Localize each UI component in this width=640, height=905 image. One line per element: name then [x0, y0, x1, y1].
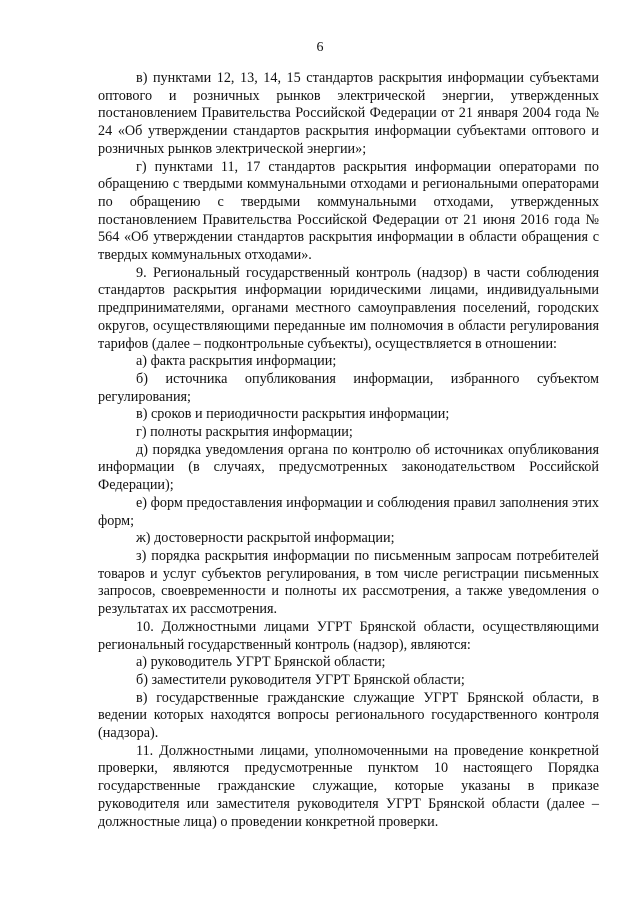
list-item-10a: а) руководитель УГРТ Брянской области; [136, 654, 386, 671]
list-item-10v: в) государственные гражданские служащие УГРТ Брянской области, в ведении которых находятся вопросы регионального государственного контроля (надзора). [98, 689, 599, 742]
document-body [98, 70, 599, 831]
list-item-9g: г) полноты раскрытия информации; [136, 424, 353, 441]
list-item-9v: в) сроков и периодичности раскрытия информации; [136, 406, 450, 423]
list-item-9d: д) порядка уведомления органа по контролю об источниках опубликования информации (в случаях, предусмотренных законодательством Российской Федерации); [98, 441, 599, 494]
paragraph-9: 9. Региональный государственный контроль (надзор) в части соблюдения стандартов раскрытия информации юридическими лицами, индивидуальными предпринимателями, органами местного самоуправления поселений, городских округов, осуществляющими переданные им полномочия в области регулирования тарифов (далее – подконтрольные субъекты), осуществляется в отношении: [98, 264, 599, 352]
list-item-9e: е) форм предоставления информации и соблюдения правил заполнения этих форм; [98, 494, 599, 529]
list-item-9a: а) факта раскрытия информации; [136, 353, 337, 370]
list-item-9z: з) порядка раскрытия информации по письменным запросам потребителей товаров и услуг субъектов регулирования, в том числе регистрации письменных запросов, своевременности и полноты их рассмотрения, а также уведомления о результатах их рассмотрения. [98, 547, 599, 618]
list-item-9zh: ж) достоверности раскрытой информации; [136, 530, 395, 547]
paragraph-11: 11. Должностными лицами, уполномоченными на проведение конкретной проверки, являются предусмотренные пунктом 10 настоящего Порядка государственные гражданские служащие, которые указаны в приказе руководителя или заместителя руководителя УГРТ Брянской области (далее – должностные лица) о проведении конкретной проверки. [98, 742, 599, 830]
paragraph-10: 10. Должностными лицами УГРТ Брянской области, осуществляющими региональный государственный контроль (надзор), являются: [98, 618, 599, 653]
paragraph-8g: г) пунктами 11, 17 стандартов раскрытия информации операторами по обращению с твердыми коммунальными отходами и региональными операторами по обращению с твердыми коммунальными отходами, утвержденных постановлением Правительства Российской Федерации от 21 июня 2016 года № 564 «Об утверждении стандартов раскрытия информации в области обращения с твердых коммунальных отходами». [98, 158, 599, 264]
list-item-10b: б) заместители руководителя УГРТ Брянской области; [136, 671, 465, 688]
paragraph-8v: в) пунктами 12, 13, 14, 15 стандартов раскрытия информации субъектами оптового и розничных рынков электрической энергии, утвержденных постановлением Правительства Российской Федерации от 21 января 2004 года № 24 «Об утверждении стандартов раскрытия информации субъектами оптового и розничных рынков электрической энергии»; [98, 70, 599, 157]
page-number: 6 [316, 40, 324, 55]
list-item-9b: б) источника опубликования информации, избранного субъектом регулирования; [98, 370, 599, 405]
